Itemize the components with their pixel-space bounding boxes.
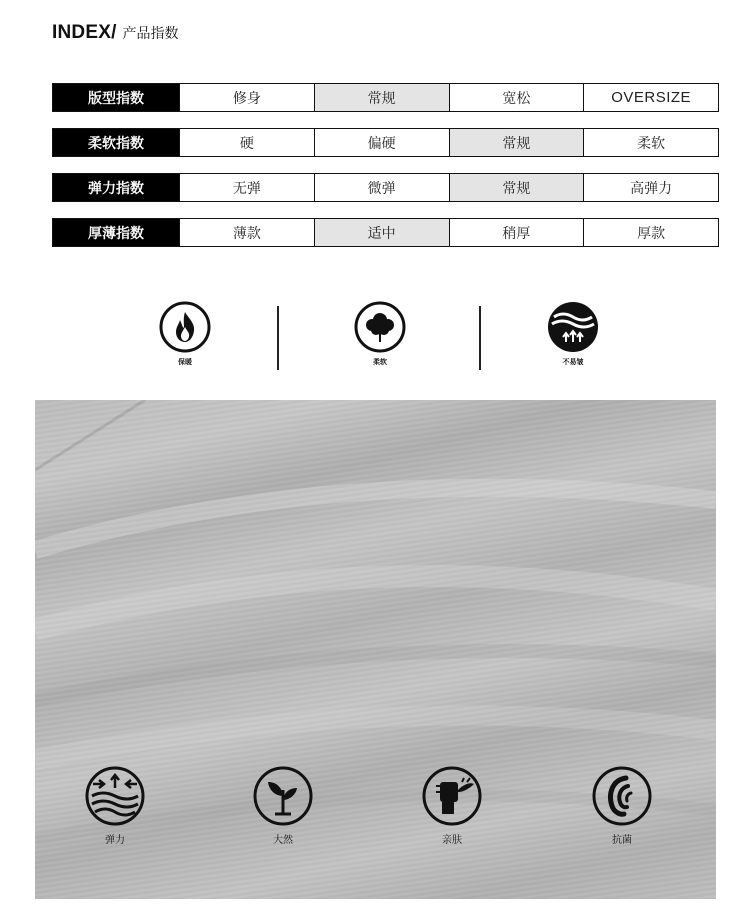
index-option-selected: 常规 xyxy=(449,129,584,156)
feature-label: 亲肤 xyxy=(442,835,462,846)
feature-label: 弹力 xyxy=(105,835,125,846)
feature-icons-top xyxy=(0,300,750,376)
feature-label: 柔软 xyxy=(373,358,387,366)
index-option: 高弹力 xyxy=(583,174,718,201)
feature-label: 抗菌 xyxy=(612,835,632,846)
fabric-photo xyxy=(35,400,716,899)
feature-skin-friendly xyxy=(412,764,492,846)
index-option-selected: 常规 xyxy=(449,174,584,201)
index-option: 厚款 xyxy=(583,219,718,246)
index-option-selected: 常规 xyxy=(314,84,449,111)
wave-arrows-icon xyxy=(546,300,600,354)
index-option: 无弹 xyxy=(179,174,314,201)
sprout-icon xyxy=(251,764,315,828)
index-option: 稍厚 xyxy=(449,219,584,246)
index-option: 硬 xyxy=(179,129,314,156)
feature-label: 不易皱 xyxy=(562,358,584,366)
divider xyxy=(479,306,481,370)
cotton-icon xyxy=(353,300,407,354)
index-row-label: 版型指数 xyxy=(53,84,179,111)
antibacterial-icon xyxy=(590,764,654,828)
index-option-selected: 适中 xyxy=(314,219,449,246)
index-row-softness xyxy=(52,128,719,157)
feature-wrinkle-free xyxy=(533,300,613,367)
index-row-thickness xyxy=(52,218,719,247)
index-row-elasticity xyxy=(52,173,719,202)
index-option: 薄款 xyxy=(179,219,314,246)
feature-label: 保暖 xyxy=(178,358,192,366)
index-option: OVERSIZE xyxy=(583,84,718,111)
feature-label: 大然 xyxy=(273,835,293,846)
feature-antibacterial xyxy=(582,764,662,846)
index-row-label: 弹力指数 xyxy=(53,174,179,201)
index-option: 微弹 xyxy=(314,174,449,201)
feature-warm xyxy=(145,300,225,367)
index-row-label: 柔软指数 xyxy=(53,129,179,156)
feature-soft xyxy=(340,300,420,367)
feature-natural xyxy=(243,764,323,846)
page-header xyxy=(52,22,179,48)
stretch-icon xyxy=(83,764,147,828)
product-index-table xyxy=(52,83,719,263)
index-option: 柔软 xyxy=(583,129,718,156)
index-row-label: 厚薄指数 xyxy=(53,219,179,246)
header-title-en: INDEX/ xyxy=(52,22,117,43)
flame-icon xyxy=(158,300,212,354)
fist-leaf-icon xyxy=(420,764,484,828)
feature-stretch xyxy=(75,764,155,846)
header-title-zh: 产品指数 xyxy=(122,26,179,42)
index-option: 偏硬 xyxy=(314,129,449,156)
index-option: 宽松 xyxy=(449,84,584,111)
index-row-fit xyxy=(52,83,719,112)
index-option: 修身 xyxy=(179,84,314,111)
divider xyxy=(277,306,279,370)
